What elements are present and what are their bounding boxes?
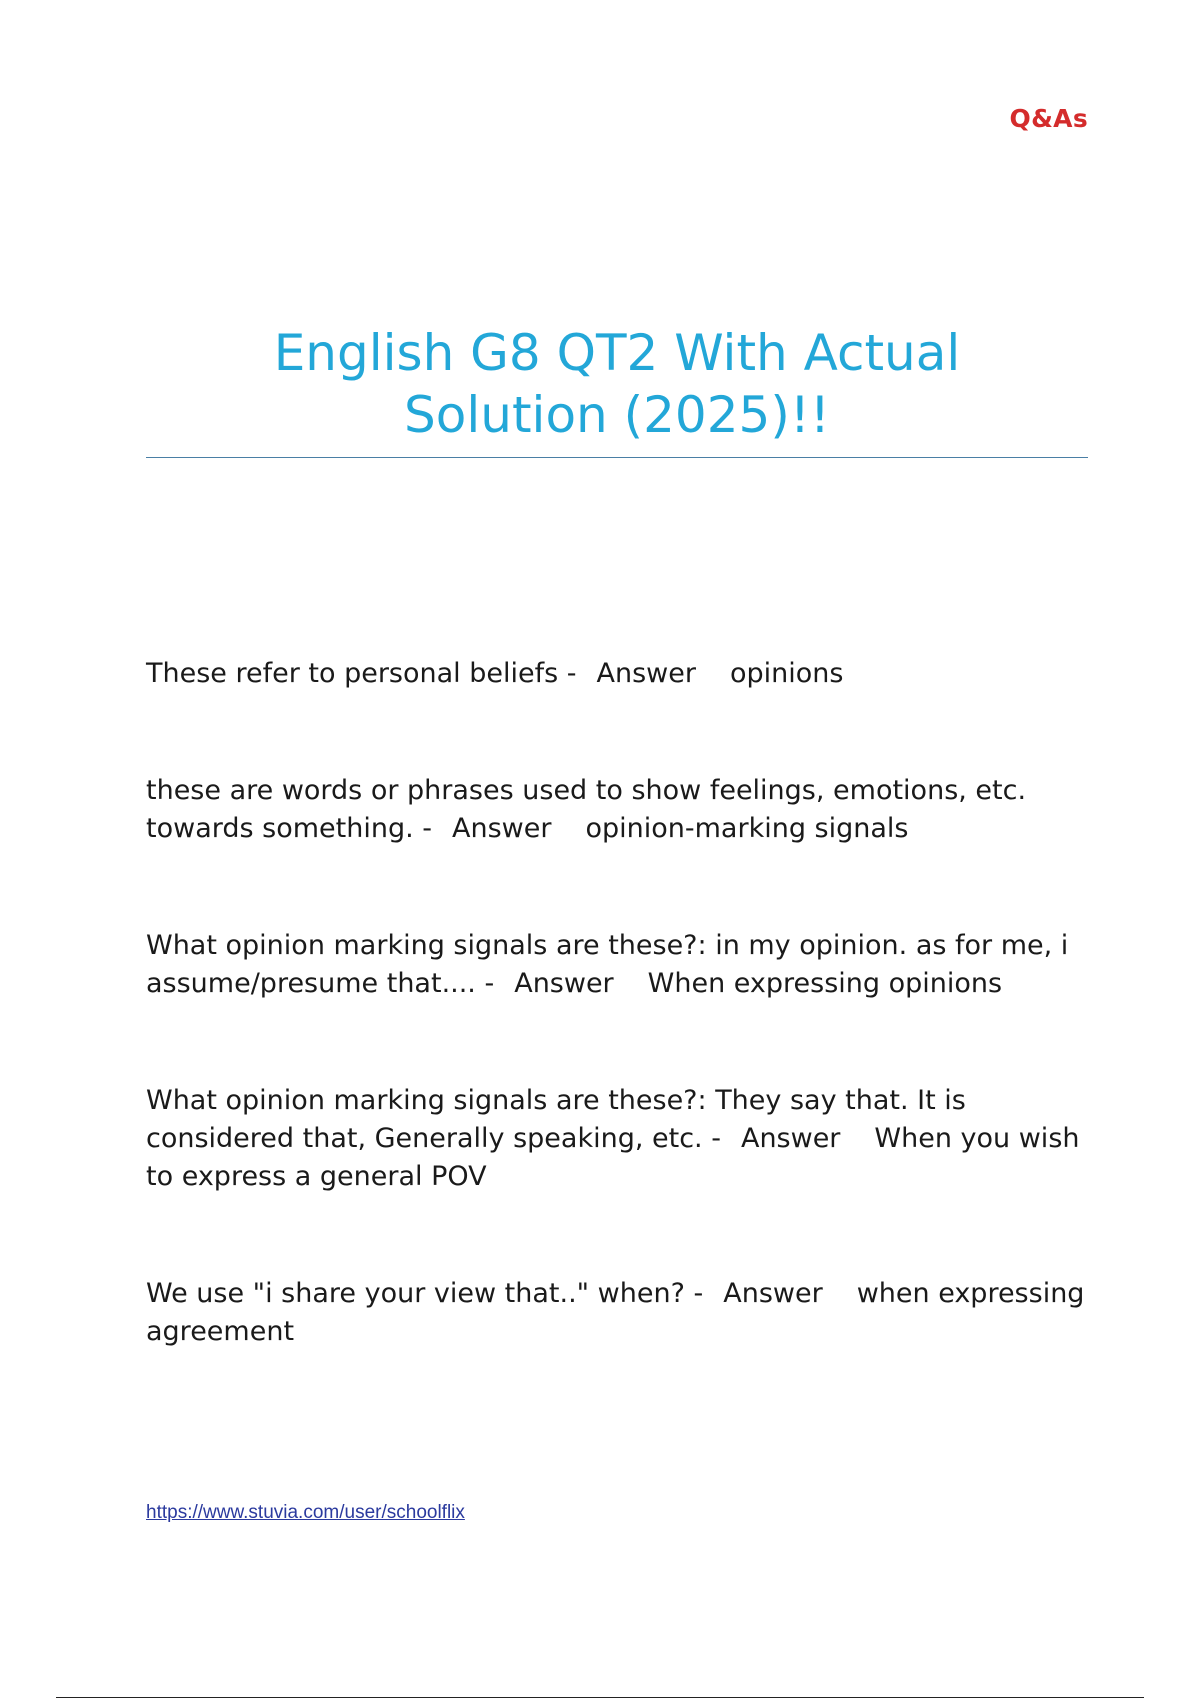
question-text: What opinion marking signals are these?: They say that. It is considered that, Generally speaking, etc. - (146, 1085, 966, 1154)
answer-label: Answer (723, 1278, 823, 1309)
title-divider (146, 457, 1088, 458)
answer-label: Answer (596, 658, 696, 689)
answer-label: Answer (452, 813, 552, 844)
qa-item (146, 1275, 1088, 1351)
qa-item (146, 655, 1088, 693)
title-block (146, 322, 1088, 446)
question-text: What opinion marking signals are these?: in my opinion. as for me, i assume/presume that.... - (146, 930, 1069, 999)
qas-tag: Q&As (1009, 104, 1088, 133)
answer-label: Answer (514, 968, 614, 999)
source-link[interactable]: https://www.stuvia.com/user/schoolflix (146, 1502, 465, 1523)
question-text: We use "i share your view that.." when? - (146, 1278, 704, 1309)
answer-text: When you wish to express a general POV (146, 1123, 1080, 1192)
qa-list (146, 655, 1088, 1351)
answer-label: Answer (740, 1123, 841, 1154)
document-title: English G8 QT2 With Actual Solution (2025)!! (273, 324, 961, 444)
footer-divider (56, 1697, 1144, 1698)
question-text: these are words or phrases used to show feelings, emotions, etc. towards something. - (146, 775, 1027, 844)
question-text: These refer to personal beliefs - (146, 658, 577, 689)
qa-item (146, 927, 1088, 1003)
answer-text: opinions (729, 658, 844, 689)
answer-text: when expressing agreement (146, 1278, 1085, 1347)
qa-item (146, 772, 1088, 848)
answer-text: When expressing opinions (647, 968, 1003, 999)
answer-text: opinion-marking signals (585, 813, 909, 844)
qa-item (146, 1082, 1088, 1196)
